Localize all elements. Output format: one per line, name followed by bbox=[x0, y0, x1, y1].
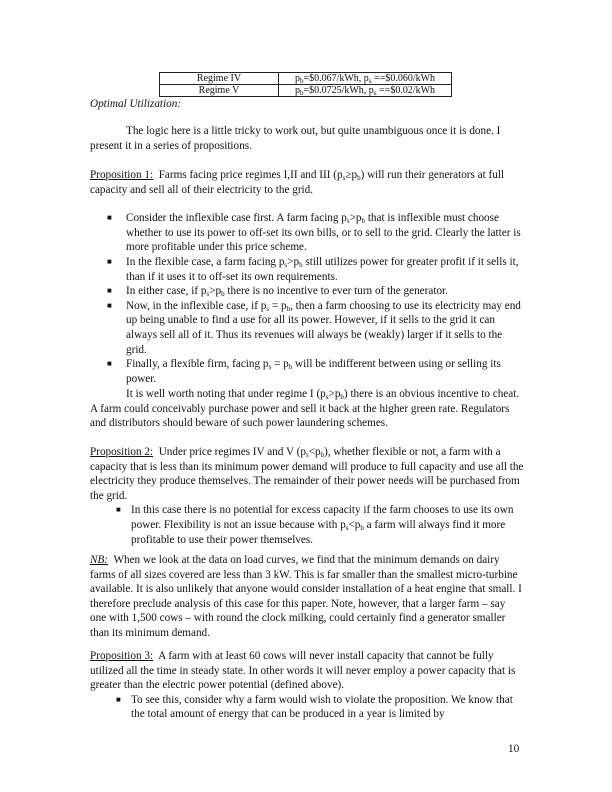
table-row bbox=[160, 85, 452, 97]
bullet-icon: ■ bbox=[107, 256, 112, 266]
proposition-1-bullets bbox=[90, 211, 524, 386]
proposition-2 bbox=[90, 445, 524, 547]
bullet-icon: ■ bbox=[107, 300, 112, 310]
price-cell: $p_b=\$0.0725$/kWh, $p_s$ ==$0.02/kWh bbox=[279, 85, 452, 97]
bullet-icon: ■ bbox=[116, 505, 121, 515]
bullet-icon: ■ bbox=[116, 694, 121, 704]
laundering-note-paragraph: It is well worth noting that under regime I $(p_s>p_b)$ there is an obvious incentive to cheat. A farm could conceivably purchase power and sell it back at the higher green rate. Regulators and distributors should beware of such power laundering schemes. bbox=[90, 388, 520, 430]
proposition-3 bbox=[90, 649, 524, 722]
section-heading: Optimal Utilization: bbox=[90, 98, 182, 110]
proposition-3-text: A farm with at least 60 cows will never install capacity that cannot be fully utilized all the time in steady state. In other words it will never employ a power capacity that is greater than the electric power potential (defined above). bbox=[90, 650, 516, 692]
proposition-3-bullets bbox=[90, 693, 524, 722]
proposition-3-statement bbox=[90, 649, 524, 693]
list-item: ■ Consider the inflexible case first. A farm facing $p_s>p_b$ that is inflexible must choose whether to use its power to off-set its own bills, or to sell to the grid. Clearly the latter is more profitable under this price scheme. bbox=[107, 212, 521, 254]
proposition-2-statement bbox=[90, 445, 524, 503]
list-item: ■ In this case there is no potential for excess capacity if the farm chooses to use its own power. Flexibility is not an issue because with $p_s<p_b$ a farm will always find it more profitable to use their power themselves. bbox=[116, 504, 514, 546]
intro-paragraph: The logic here is a little tricky to work out, but quite unambiguous once it is done. I present it in a series of propositions. bbox=[90, 125, 501, 152]
bullet-icon: ■ bbox=[107, 213, 112, 223]
proposition-2-bullets bbox=[90, 503, 524, 547]
nb-label: NB: bbox=[90, 554, 109, 566]
page-number: 10 bbox=[508, 743, 520, 755]
list-item: ■ In either case, if $p_s>p_b$ there is no incentive to ever turn of the generator. bbox=[107, 285, 448, 299]
list-item: ■ Now, in the inflexible case, if $p_s = p_b$, then a farm choosing to use its electricity may end up being unable to find a use for all its power. However, if it sells to the grid it can always sell all of it. Thus its revenues will always be (weakly) larger if it sells to the grid. bbox=[107, 299, 521, 356]
proposition-3-label: Proposition 3: bbox=[90, 650, 154, 662]
proposition-1-label: Proposition 1: bbox=[90, 169, 154, 181]
price-cell: $p_b=\$0.067$/kWh, $p_s$ ==$0.060/kWh bbox=[279, 73, 452, 85]
proposition-2-text: Under price regimes IV and V $(p_s<p_b)$, whether flexible or not, a farm with a capacity that is less than its minimum power demand will produce to full capacity and use all the electricity they produce themselves. The remainder of their power needs will be purchased from the grid. bbox=[90, 446, 524, 502]
regime-cell: Regime IV bbox=[160, 73, 279, 85]
price-regime-table bbox=[159, 72, 452, 97]
proposition-2-label: Proposition 2: bbox=[90, 446, 154, 458]
nb-text: When we look at the data on load curves, we find that the minimum demands on dairy farms of all sizes covered are less than 3 kW. This is far smaller than the smallest micro-turbine available. It is also unlikely that anyone would consider installation of a heat engine that small. I therefore preclude analysis of this case for this paper. Note, however, that a larger farm – say one with 1,500 cows – with round the clock milking, could certainly find a generator smaller than its minimum demand. bbox=[90, 554, 522, 639]
list-item: ■ Finally, a flexible firm, facing $p_s = p_b$ will be indifferent between using or selling its power. bbox=[107, 358, 501, 385]
table-row bbox=[160, 73, 452, 85]
regime-cell: Regime V bbox=[160, 85, 279, 97]
bullet-icon: ■ bbox=[107, 359, 112, 369]
proposition-1-text: Farms facing price regimes I,II and III $(p_s\ge p_b)$ will run their generators at full capacity and sell all of their electricity to the grid. bbox=[90, 169, 505, 196]
list-item: ■ In the flexible case, a farm facing $p_s>p_b$ still utilizes power for greater profit if it sells it, than if it uses it to off-set its own requirements. bbox=[107, 255, 519, 283]
nb-paragraph bbox=[90, 553, 524, 641]
list-item: ■ To see this, consider why a farm would wish to violate the proposition. We know that the total amount of energy that can be produced in a year is limited by bbox=[116, 693, 513, 721]
bullet-icon: ■ bbox=[107, 286, 112, 296]
proposition-1-statement bbox=[90, 168, 524, 197]
proposition-1 bbox=[90, 168, 524, 386]
